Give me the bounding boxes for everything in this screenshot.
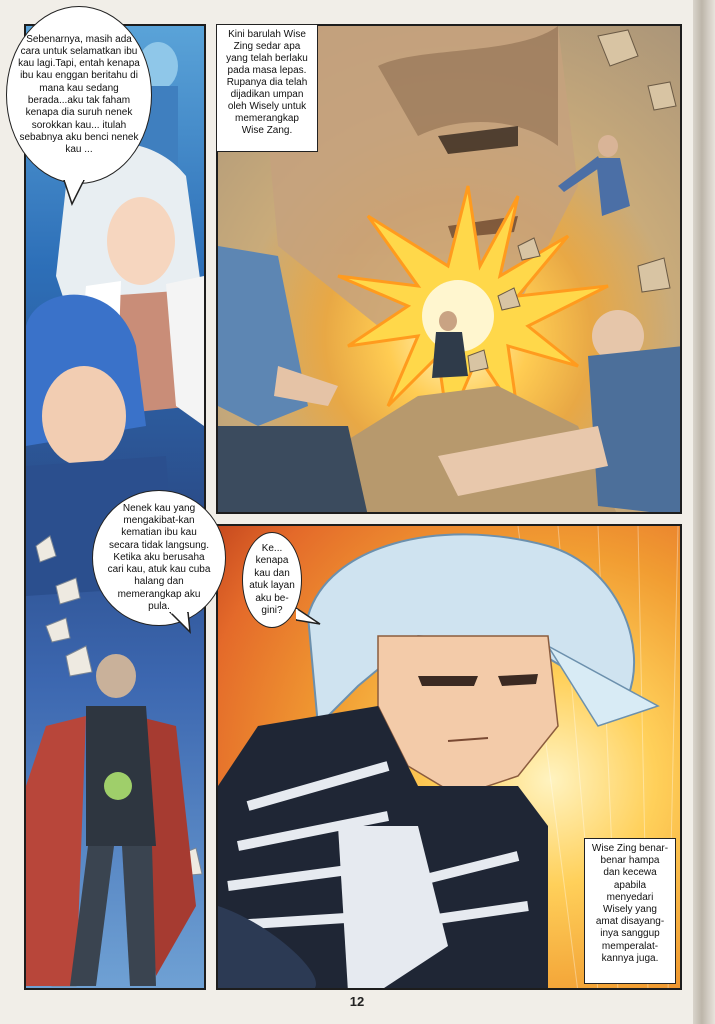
speech-bubble-bottom-panel: Ke... kenapa kau dan atuk layan aku be-gini? bbox=[242, 532, 302, 628]
bubble-tail-middle-left bbox=[168, 612, 194, 634]
caption-bottom-panel: Wise Zing benar-benar hampa dan kecewa apabila menyedari Wisely yang amat disayang-inya sanggup memperalat-kannya juga. bbox=[584, 838, 676, 984]
bubble-tail-bottom-panel bbox=[296, 606, 322, 626]
page-binding-edge bbox=[693, 0, 715, 1024]
bubble-tail-top-left bbox=[62, 180, 92, 206]
page-number: 12 bbox=[349, 994, 365, 1009]
speech-bubble-top-left: Sebenarnya, masih ada cara untuk selamatkan ibu kau lagi.Tapi, entah kenapa ibu kau enggan beritahu di mana kau sedang berada...aku tak faham kenapa dia suruh nenek sorokkan kau... itulah sebabnya aku benci nenek kau ... bbox=[6, 6, 152, 184]
caption-top-panel: Kini barulah Wise Zing sedar apa yang telah berlaku pada masa lepas. Rupanya dia telah dijadikan umpan oleh Wisely untuk memerangkap Wise Zang. bbox=[216, 24, 318, 152]
speech-bubble-middle-left: Nenek kau yang mengakibat-kan kematian ibu kau secara tidak langsung. Ketika aku berusaha cari kau, atuk kau cuba halang dan memerangkap aku pula. bbox=[92, 490, 226, 626]
caped-warrior bbox=[26, 654, 196, 986]
